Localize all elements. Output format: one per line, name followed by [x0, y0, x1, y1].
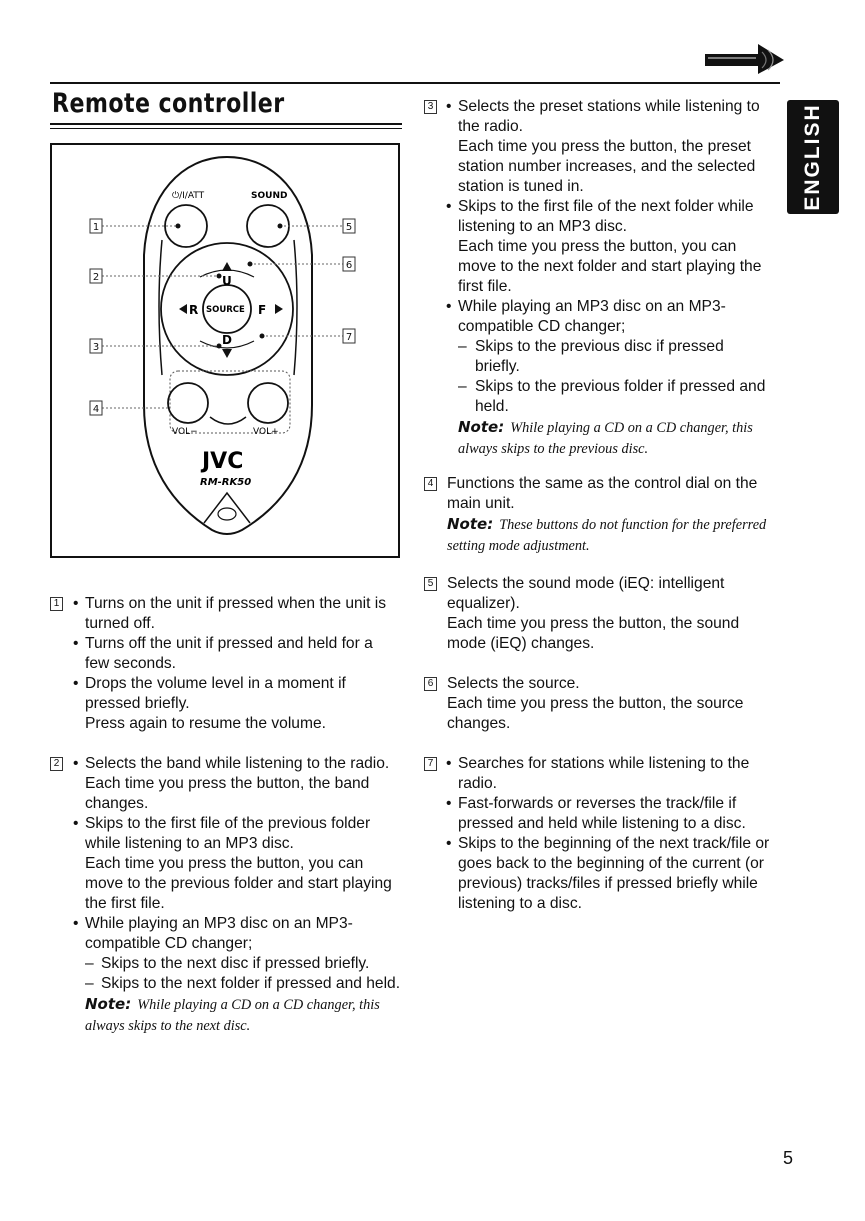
bullet: • Turns off the unit if pressed and held for a few seconds. [50, 634, 400, 674]
bullet: • While playing an MP3 disc on an MP3-compatible CD changer; [424, 297, 770, 337]
bullet: • Searches for stations while listening to the radio. [424, 754, 770, 794]
page-title: Remote controller [52, 88, 285, 119]
title-underline-thin [50, 128, 402, 129]
bullet-text: Turns on the unit if pressed when the unit is turned off. [85, 595, 387, 632]
dash-text: Skips to the next folder if pressed and held. [101, 975, 401, 992]
item-number: 5 [424, 577, 437, 591]
title-underline [50, 123, 402, 125]
dash-item: – Skips to the previous disc if pressed briefly. [424, 337, 770, 377]
callout-6: 6 [345, 260, 353, 271]
vol-plus-label: VOL+ [253, 427, 279, 437]
item-number: 2 [50, 757, 63, 771]
item-3 [424, 97, 770, 460]
bullet-text: While playing an MP3 disc on an MP3-compatible CD changer; [85, 915, 353, 952]
dash-item: – Skips to the next folder if pressed and held. [50, 974, 405, 994]
item-text: Functions the same as the control dial on the main unit. [447, 475, 758, 512]
bullet-subtext: Each time you press the button, you can move to the next folder and start playing the first file. [458, 238, 762, 295]
source-label: SOURCE [206, 305, 245, 315]
model-label: RM-RK50 [200, 477, 252, 488]
arrow-icon [700, 38, 790, 78]
note-label: Note: [458, 418, 505, 436]
page-number: 5 [783, 1148, 794, 1168]
sound-button-shape [247, 205, 289, 247]
bullet-text: Drops the volume level in a moment if pressed briefly. [85, 675, 346, 712]
power-label: ⏻/I/ATT [172, 191, 205, 201]
item-number: 1 [50, 597, 63, 611]
bullet-text: Skips to the first file of the next folder while listening to an MP3 disc. [458, 198, 754, 235]
bullet-text: Skips to the beginning of the next track/file or goes back to the beginning of the current (or previous) tracks/files if pressed briefly while listening to a disc. [458, 835, 770, 912]
up-label: U [222, 274, 232, 288]
language-tab-label: ENGLISH [801, 103, 824, 211]
bullet: • Selects the band while listening to the radio. Each time you press the button, the band changes. [50, 754, 405, 814]
remote-diagram [52, 145, 398, 556]
dash-item: – Skips to the next disc if pressed briefly. [50, 954, 405, 974]
callout-7: 7 [345, 332, 353, 343]
item-subtext: Each time you press the button, the sound mode (iEQ) changes. [447, 615, 740, 652]
bullet: • Skips to the first file of the previous folder while listening to an MP3 disc. Each time you press the button, you can move to the previous folder and start playing the first file. [50, 814, 405, 914]
note [50, 994, 405, 1037]
right-label: F [258, 303, 267, 317]
sound-label: SOUND [251, 191, 288, 201]
note-text: These buttons do not function for the preferred setting mode adjustment. [447, 517, 767, 554]
bullet-text: Skips to the first file of the previous folder while listening to an MP3 disc. [85, 815, 371, 852]
bullet-text: Selects the band while listening to the radio. [85, 755, 390, 772]
bullet-subtext: Press again to resume the volume. [85, 715, 326, 732]
note-text: While playing a CD on a CD changer, this always skips to the next disc. [85, 997, 380, 1034]
language-tab [787, 100, 839, 214]
dash-text: Skips to the next disc if pressed briefly. [101, 955, 370, 972]
bullet-text: Turns off the unit if pressed and held for a few seconds. [85, 635, 373, 672]
dash-text: Skips to the previous folder if pressed and held. [475, 378, 766, 415]
callout-3: 3 [92, 342, 100, 353]
callout-2: 2 [92, 272, 100, 283]
item-number: 7 [424, 757, 437, 771]
item-5 [424, 574, 770, 654]
bullet: • Skips to the beginning of the next track/file or goes back to the beginning of the current (or previous) tracks/files if pressed briefly while listening to a disc. [446, 835, 770, 912]
remote-figure [50, 143, 400, 558]
item-text: Selects the source. [447, 675, 580, 692]
vol-plus-button-shape [248, 383, 288, 423]
bullet: • While playing an MP3 disc on an MP3-compatible CD changer; [50, 914, 405, 954]
note [447, 514, 770, 557]
note-label: Note: [85, 995, 132, 1013]
note-text: While playing a CD on a CD changer, this always skips to the previous disc. [458, 420, 753, 457]
item-6 [424, 674, 770, 734]
callout-5: 5 [345, 222, 353, 233]
bullet: • Skips to the first file of the next folder while listening to an MP3 disc. Each time you press the button, you can move to the next folder and start playing the first file. [424, 197, 770, 297]
vol-minus-label: VOL− [172, 427, 198, 437]
down-label: D [222, 333, 232, 347]
bullet: • Selects the preset stations while listening to the radio. Each time you press the button, the preset station number increases, and the selected station is tuned in. [424, 97, 770, 197]
bullet-subtext: Each time you press the button, the band changes. [85, 775, 370, 812]
note-label: Note: [447, 515, 494, 533]
item-1 [50, 594, 400, 734]
item-number: 6 [424, 677, 437, 691]
bullet-text: Searches for stations while listening to the radio. [458, 755, 750, 792]
bullet: • Fast-forwards or reverses the track/file if pressed and held while listening to a disc. [424, 794, 770, 834]
note [424, 417, 770, 460]
item-4 [424, 474, 770, 557]
callout-4: 4 [92, 404, 100, 415]
bullet-text: Fast-forwards or reverses the track/file if pressed and held while listening to a disc. [458, 795, 746, 832]
brand-logo: JVC [202, 449, 244, 474]
left-label: R [189, 303, 199, 317]
item-text: Selects the sound mode (iEQ: intelligent equalizer). [447, 575, 725, 612]
top-rule [50, 82, 780, 84]
dash-item: – Skips to the previous folder if pressed and held. [424, 377, 770, 417]
bullet-text: Selects the preset stations while listening to the radio. [458, 98, 760, 135]
item-number: 3 [424, 100, 437, 114]
item-2 [50, 754, 405, 1037]
item-subtext: Each time you press the button, the source changes. [447, 695, 744, 732]
item-number: 4 [424, 477, 437, 491]
callout-1: 1 [92, 222, 100, 233]
item-7 [424, 754, 770, 914]
bullet-subtext: Each time you press the button, the preset station number increases, and the selected station is tuned in. [458, 138, 756, 195]
vol-minus-button-shape [168, 383, 208, 423]
dash-text: Skips to the previous disc if pressed briefly. [475, 338, 724, 375]
bullet: • Drops the volume level in a moment if pressed briefly. Press again to resume the volume. [50, 674, 400, 734]
bullet-subtext: Each time you press the button, you can move to the previous folder and start playing the first file. [85, 855, 392, 912]
bullet-text: While playing an MP3 disc on an MP3-compatible CD changer; [458, 298, 726, 335]
bullet: • Turns on the unit if pressed when the unit is turned off. [50, 594, 400, 634]
